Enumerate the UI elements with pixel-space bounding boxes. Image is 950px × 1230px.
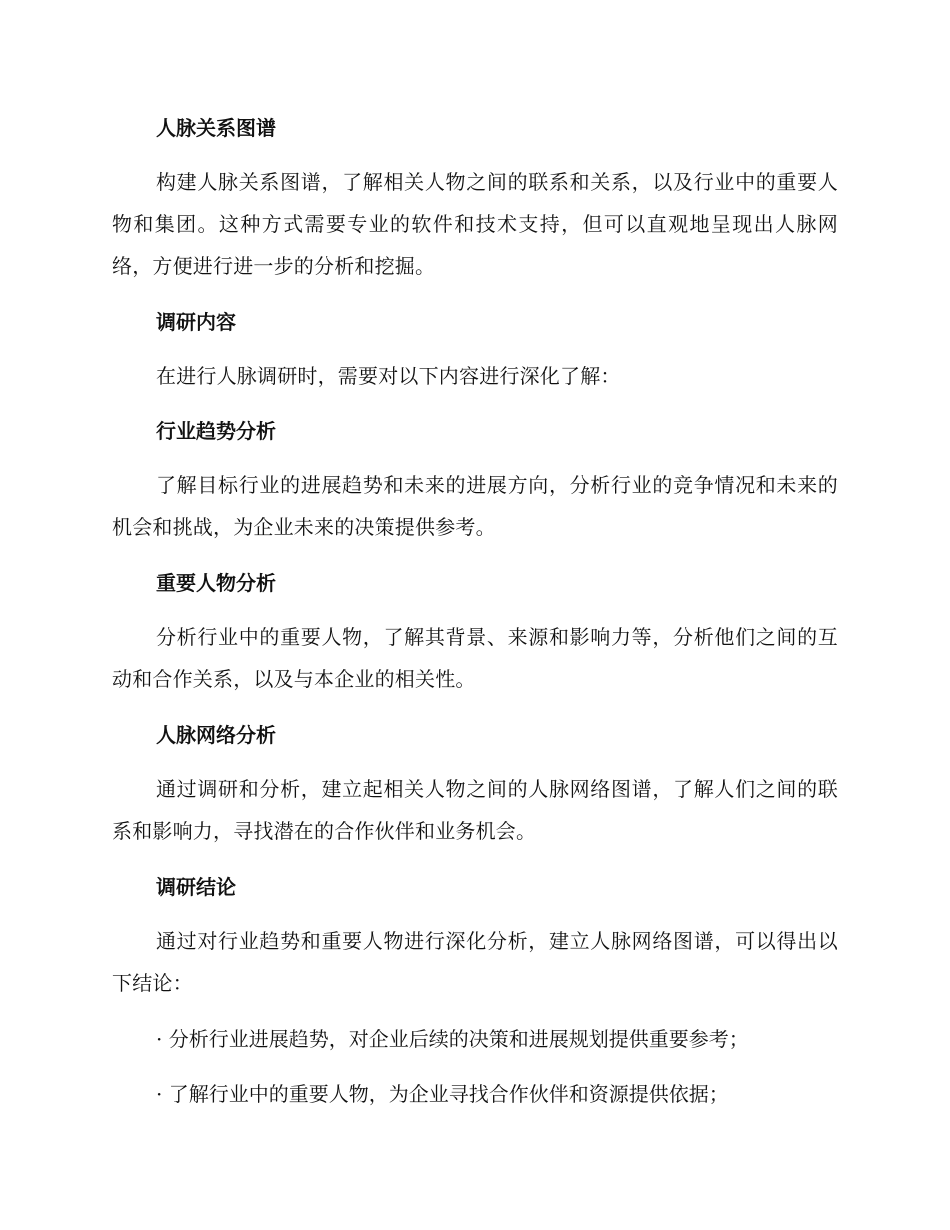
section-paragraph-research-content: 在进行人脉调研时，需要对以下内容进行深化了解： [156,364,621,388]
section-heading-network-analysis: 人脉网络分析 [156,723,276,747]
section-paragraph-key-people: 分析行业中的重要人物，了解其背景、来源和影响力等，分析他们之间的互动和合作关系，以及与本企业的相关性。 [112,625,838,691]
conclusion-bullet-1: · 分析行业进展趋势，对企业后续的决策和进展规划提供重要参考； [156,1027,749,1051]
section-heading-network-map: 人脉关系图谱 [156,116,276,140]
section-paragraph-network-map: 构建人脉关系图谱，了解相关人物之间的联系和关系，以及行业中的重要人物和集团。这种方式需要专业的软件和技术支持，但可以直观地呈现出人脉网络，方便进行进一步的分析和挖掘。 [112,170,838,278]
section-paragraph-conclusion: 通过对行业趋势和重要人物进行深化分析，建立人脉网络图谱，可以得出以下结论： [112,929,838,995]
section-heading-key-people: 重要人物分析 [156,571,276,595]
section-paragraph-network-analysis: 通过调研和分析，建立起相关人物之间的人脉网络图谱，了解人们之间的联系和影响力，寻找潜在的合作伙伴和业务机会。 [112,777,838,843]
section-heading-industry-trends: 行业趋势分析 [156,419,276,443]
section-paragraph-industry-trends: 了解目标行业的进展趋势和未来的进展方向，分析行业的竞争情况和未来的机会和挑战，为企业未来的决策提供参考。 [112,473,838,539]
conclusion-bullet-2: · 了解行业中的重要人物，为企业寻找合作伙伴和资源提供依据； [156,1082,729,1106]
section-heading-conclusion: 调研结论 [156,875,236,899]
section-heading-research-content: 调研内容 [156,310,236,334]
